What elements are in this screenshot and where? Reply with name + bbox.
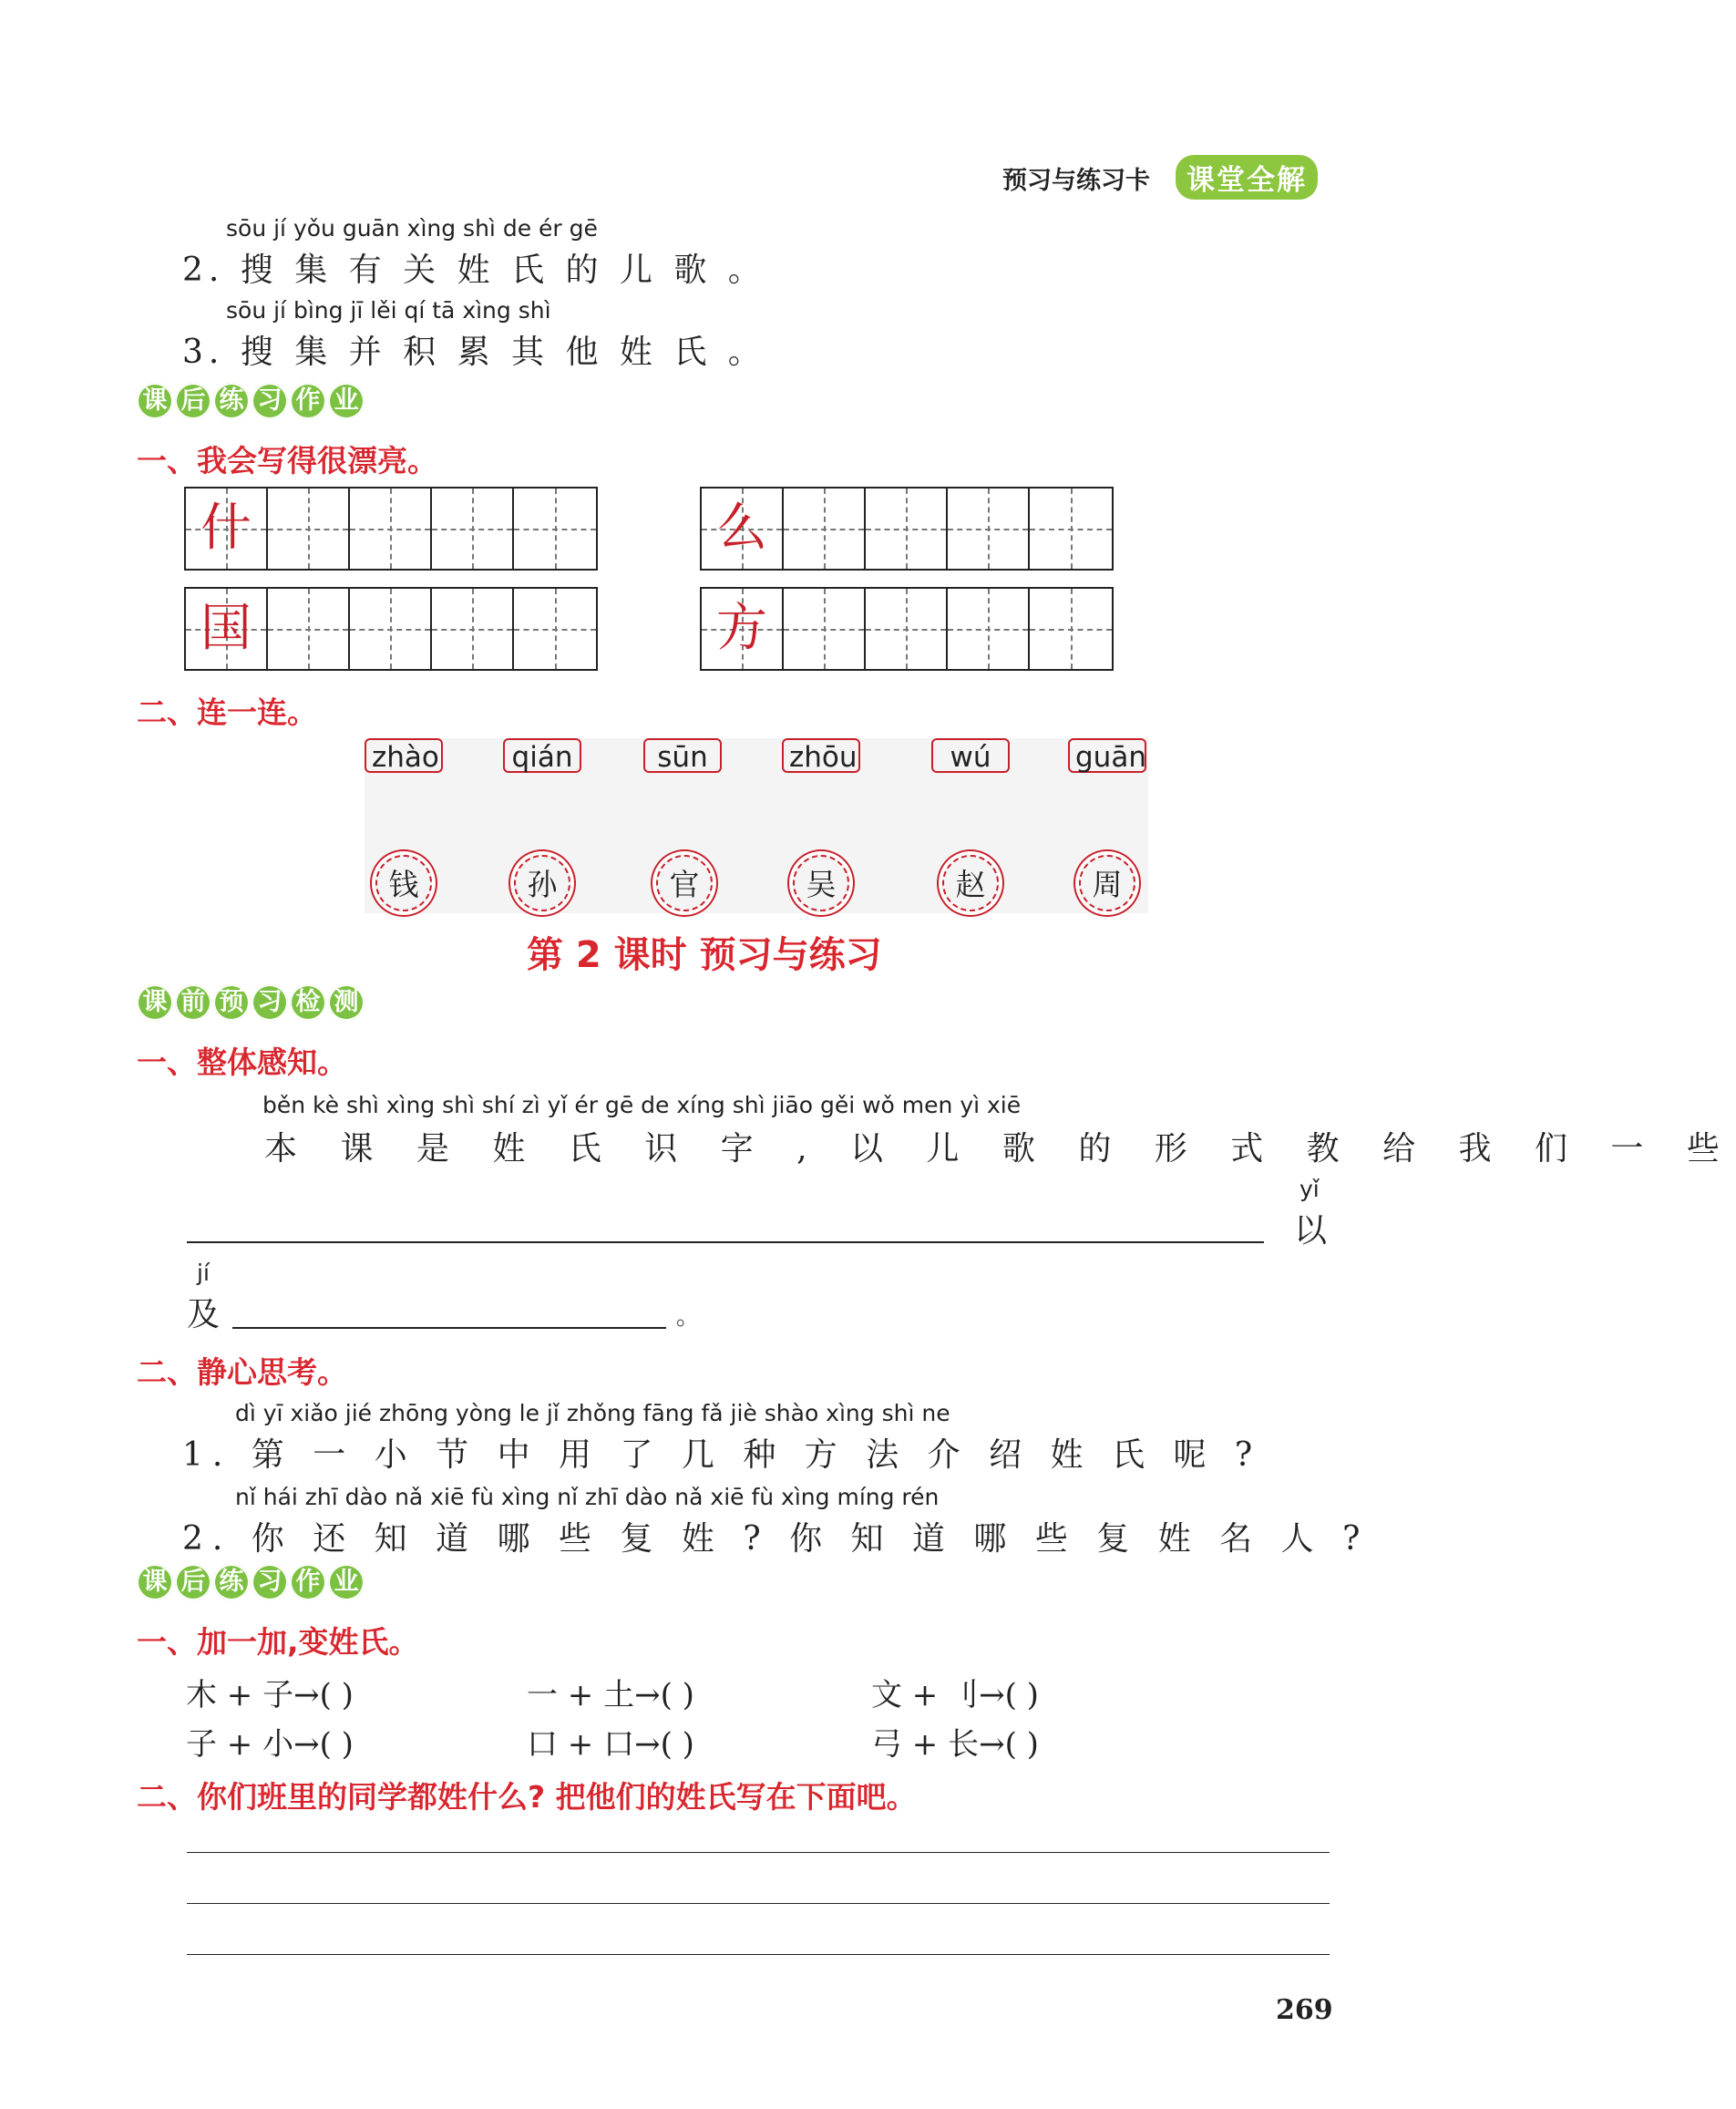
- grid-cell[interactable]: [350, 589, 432, 669]
- header-badge: 课堂全解: [1176, 155, 1318, 200]
- badge-char: 习: [252, 984, 288, 1021]
- add-equation[interactable]: 木 + 子→( ): [186, 1677, 354, 1713]
- section-badge-after-class: [137, 1564, 365, 1600]
- badge-char: 作: [290, 1564, 326, 1600]
- perceive-text: 本 课 是 姓 氏 识 字 , 以 儿 歌 的 形 式 教 给 我 们 一 些: [264, 1130, 1736, 1168]
- pinyin-card[interactable]: guān: [1068, 738, 1146, 773]
- think-q2: 2. 你 还 知 道 哪 些 复 姓 ? 你 知 道 哪 些 复 姓 名 人 ?: [182, 1520, 1370, 1558]
- badge-char: 课: [137, 984, 173, 1021]
- badge-char: 后: [175, 1564, 211, 1600]
- answer-line[interactable]: [232, 1327, 666, 1329]
- writing-grid-2[interactable]: [700, 487, 1114, 571]
- answer-line[interactable]: [187, 1954, 1330, 1955]
- item2-text: 2. 搜 集 有 关 姓 氏 的 儿 歌 。: [182, 252, 766, 289]
- matching-area: [365, 738, 1148, 913]
- model-char: 什: [200, 499, 252, 558]
- grid-cell[interactable]: [702, 589, 784, 669]
- add-title: 一、加一加,变姓氏。: [137, 1624, 419, 1660]
- think-q1-pinyin: dì yī xiǎo jié zhōng yòng le jǐ zhǒng fāng fǎ jiè shào xìng shì ne: [235, 1400, 950, 1426]
- model-char: 么: [716, 499, 767, 558]
- hanzi-flower[interactable]: 钱: [375, 855, 432, 911]
- header-title: 预习与练习卡: [1002, 167, 1150, 195]
- grid-cell[interactable]: [948, 489, 1030, 569]
- badge-char: 业: [328, 1564, 365, 1600]
- hanzi-flower[interactable]: 赵: [942, 855, 999, 911]
- grid-cell[interactable]: [268, 489, 350, 569]
- hanzi-flower[interactable]: 官: [656, 855, 713, 911]
- writing-grid-4[interactable]: [700, 587, 1114, 671]
- grid-cell[interactable]: [514, 589, 596, 669]
- item3-pinyin: sōu jí bìng jī lěi qí tā xìng shì: [226, 297, 551, 324]
- q2-title: 二、连一连。: [137, 694, 317, 730]
- grid-cell[interactable]: [432, 589, 514, 669]
- add-equation[interactable]: 一 + 土→( ): [527, 1677, 694, 1713]
- grid-cell[interactable]: [186, 589, 268, 669]
- writing-grid-1[interactable]: [184, 487, 598, 571]
- badge-char: 前: [175, 984, 211, 1021]
- ji-pinyin: jí: [197, 1260, 210, 1286]
- q1-title: 一、我会写得很漂亮。: [137, 443, 437, 478]
- badge-char: 业: [328, 383, 365, 419]
- ji-char: 及: [187, 1296, 226, 1333]
- pinyin-card[interactable]: qián: [503, 738, 581, 773]
- answer-line[interactable]: [187, 1903, 1330, 1904]
- grid-cell[interactable]: [1030, 489, 1112, 569]
- page-number: 269: [1276, 1994, 1333, 2026]
- answer-line[interactable]: [187, 1241, 1264, 1243]
- add-equation[interactable]: 子 + 小→( ): [186, 1726, 354, 1763]
- grid-cell[interactable]: [432, 489, 514, 569]
- item3-text: 3. 搜 集 并 积 累 其 他 姓 氏 。: [182, 334, 766, 371]
- grid-cell[interactable]: [866, 489, 948, 569]
- grid-cell[interactable]: [350, 489, 432, 569]
- add-equation[interactable]: 文 + 刂→( ): [871, 1677, 1039, 1713]
- hanzi-flower[interactable]: 吴: [793, 855, 849, 911]
- classmates-title: 二、你们班里的同学都姓什么? 把他们的姓氏写在下面吧。: [137, 1779, 917, 1815]
- model-char: 方: [716, 599, 767, 658]
- badge-char: 检: [290, 984, 326, 1021]
- badge-char: 课: [137, 1564, 173, 1600]
- badge-char: 习: [252, 1564, 288, 1600]
- grid-cell[interactable]: [784, 489, 866, 569]
- add-equation[interactable]: 口 + 口→( ): [527, 1726, 694, 1763]
- badge-char: 课: [137, 383, 173, 419]
- badge-char: 作: [290, 383, 326, 419]
- hanzi-flower[interactable]: 周: [1079, 855, 1135, 911]
- grid-cell[interactable]: [784, 589, 866, 669]
- pinyin-card[interactable]: wú: [931, 738, 1010, 773]
- pinyin-card[interactable]: sūn: [643, 738, 722, 773]
- badge-char: 预: [213, 984, 250, 1021]
- grid-cell[interactable]: [948, 589, 1030, 669]
- lesson-title: 第 2 课时 预习与练习: [527, 934, 882, 976]
- badge-char: 测: [328, 984, 365, 1021]
- add-equation[interactable]: 弓 + 长→( ): [871, 1726, 1039, 1763]
- think-title: 二、静心思考。: [137, 1354, 347, 1390]
- item2-pinyin: sōu jí yǒu guān xìng shì de ér gē: [226, 215, 598, 242]
- grid-cell[interactable]: [514, 489, 596, 569]
- grid-cell[interactable]: [268, 589, 350, 669]
- grid-cell[interactable]: [1030, 589, 1112, 669]
- badge-char: 习: [252, 383, 288, 419]
- grid-cell[interactable]: [866, 589, 948, 669]
- think-q2-pinyin: nǐ hái zhī dào nǎ xiē fù xìng nǐ zhī dào nǎ xiē fù xìng míng rén: [235, 1484, 940, 1510]
- grid-cell[interactable]: [186, 489, 268, 569]
- badge-char: 练: [213, 1564, 250, 1600]
- yi-pinyin: yǐ: [1299, 1176, 1320, 1202]
- pinyin-card[interactable]: zhōu: [782, 738, 860, 773]
- writing-grid-3[interactable]: [184, 587, 598, 671]
- period: 。: [676, 1303, 706, 1331]
- badge-char: 练: [213, 383, 250, 419]
- answer-line[interactable]: [187, 1852, 1330, 1853]
- model-char: 国: [200, 599, 252, 658]
- grid-cell[interactable]: [702, 489, 784, 569]
- hanzi-flower[interactable]: 孙: [514, 855, 570, 911]
- perceive-pinyin: běn kè shì xìng shì shí zì yǐ ér gē de xíng shì jiāo gěi wǒ men yì xiē: [262, 1092, 1022, 1118]
- pinyin-card[interactable]: zhào: [365, 738, 443, 773]
- badge-char: 后: [175, 383, 211, 419]
- section-badge-after-class: [137, 383, 365, 419]
- yi-char: 以: [1294, 1212, 1333, 1250]
- think-q1: 1. 第 一 小 节 中 用 了 几 种 方 法 介 绍 姓 氏 呢 ?: [182, 1436, 1262, 1474]
- perceive-title: 一、整体感知。: [137, 1044, 347, 1080]
- section-badge-before-class: [137, 984, 365, 1021]
